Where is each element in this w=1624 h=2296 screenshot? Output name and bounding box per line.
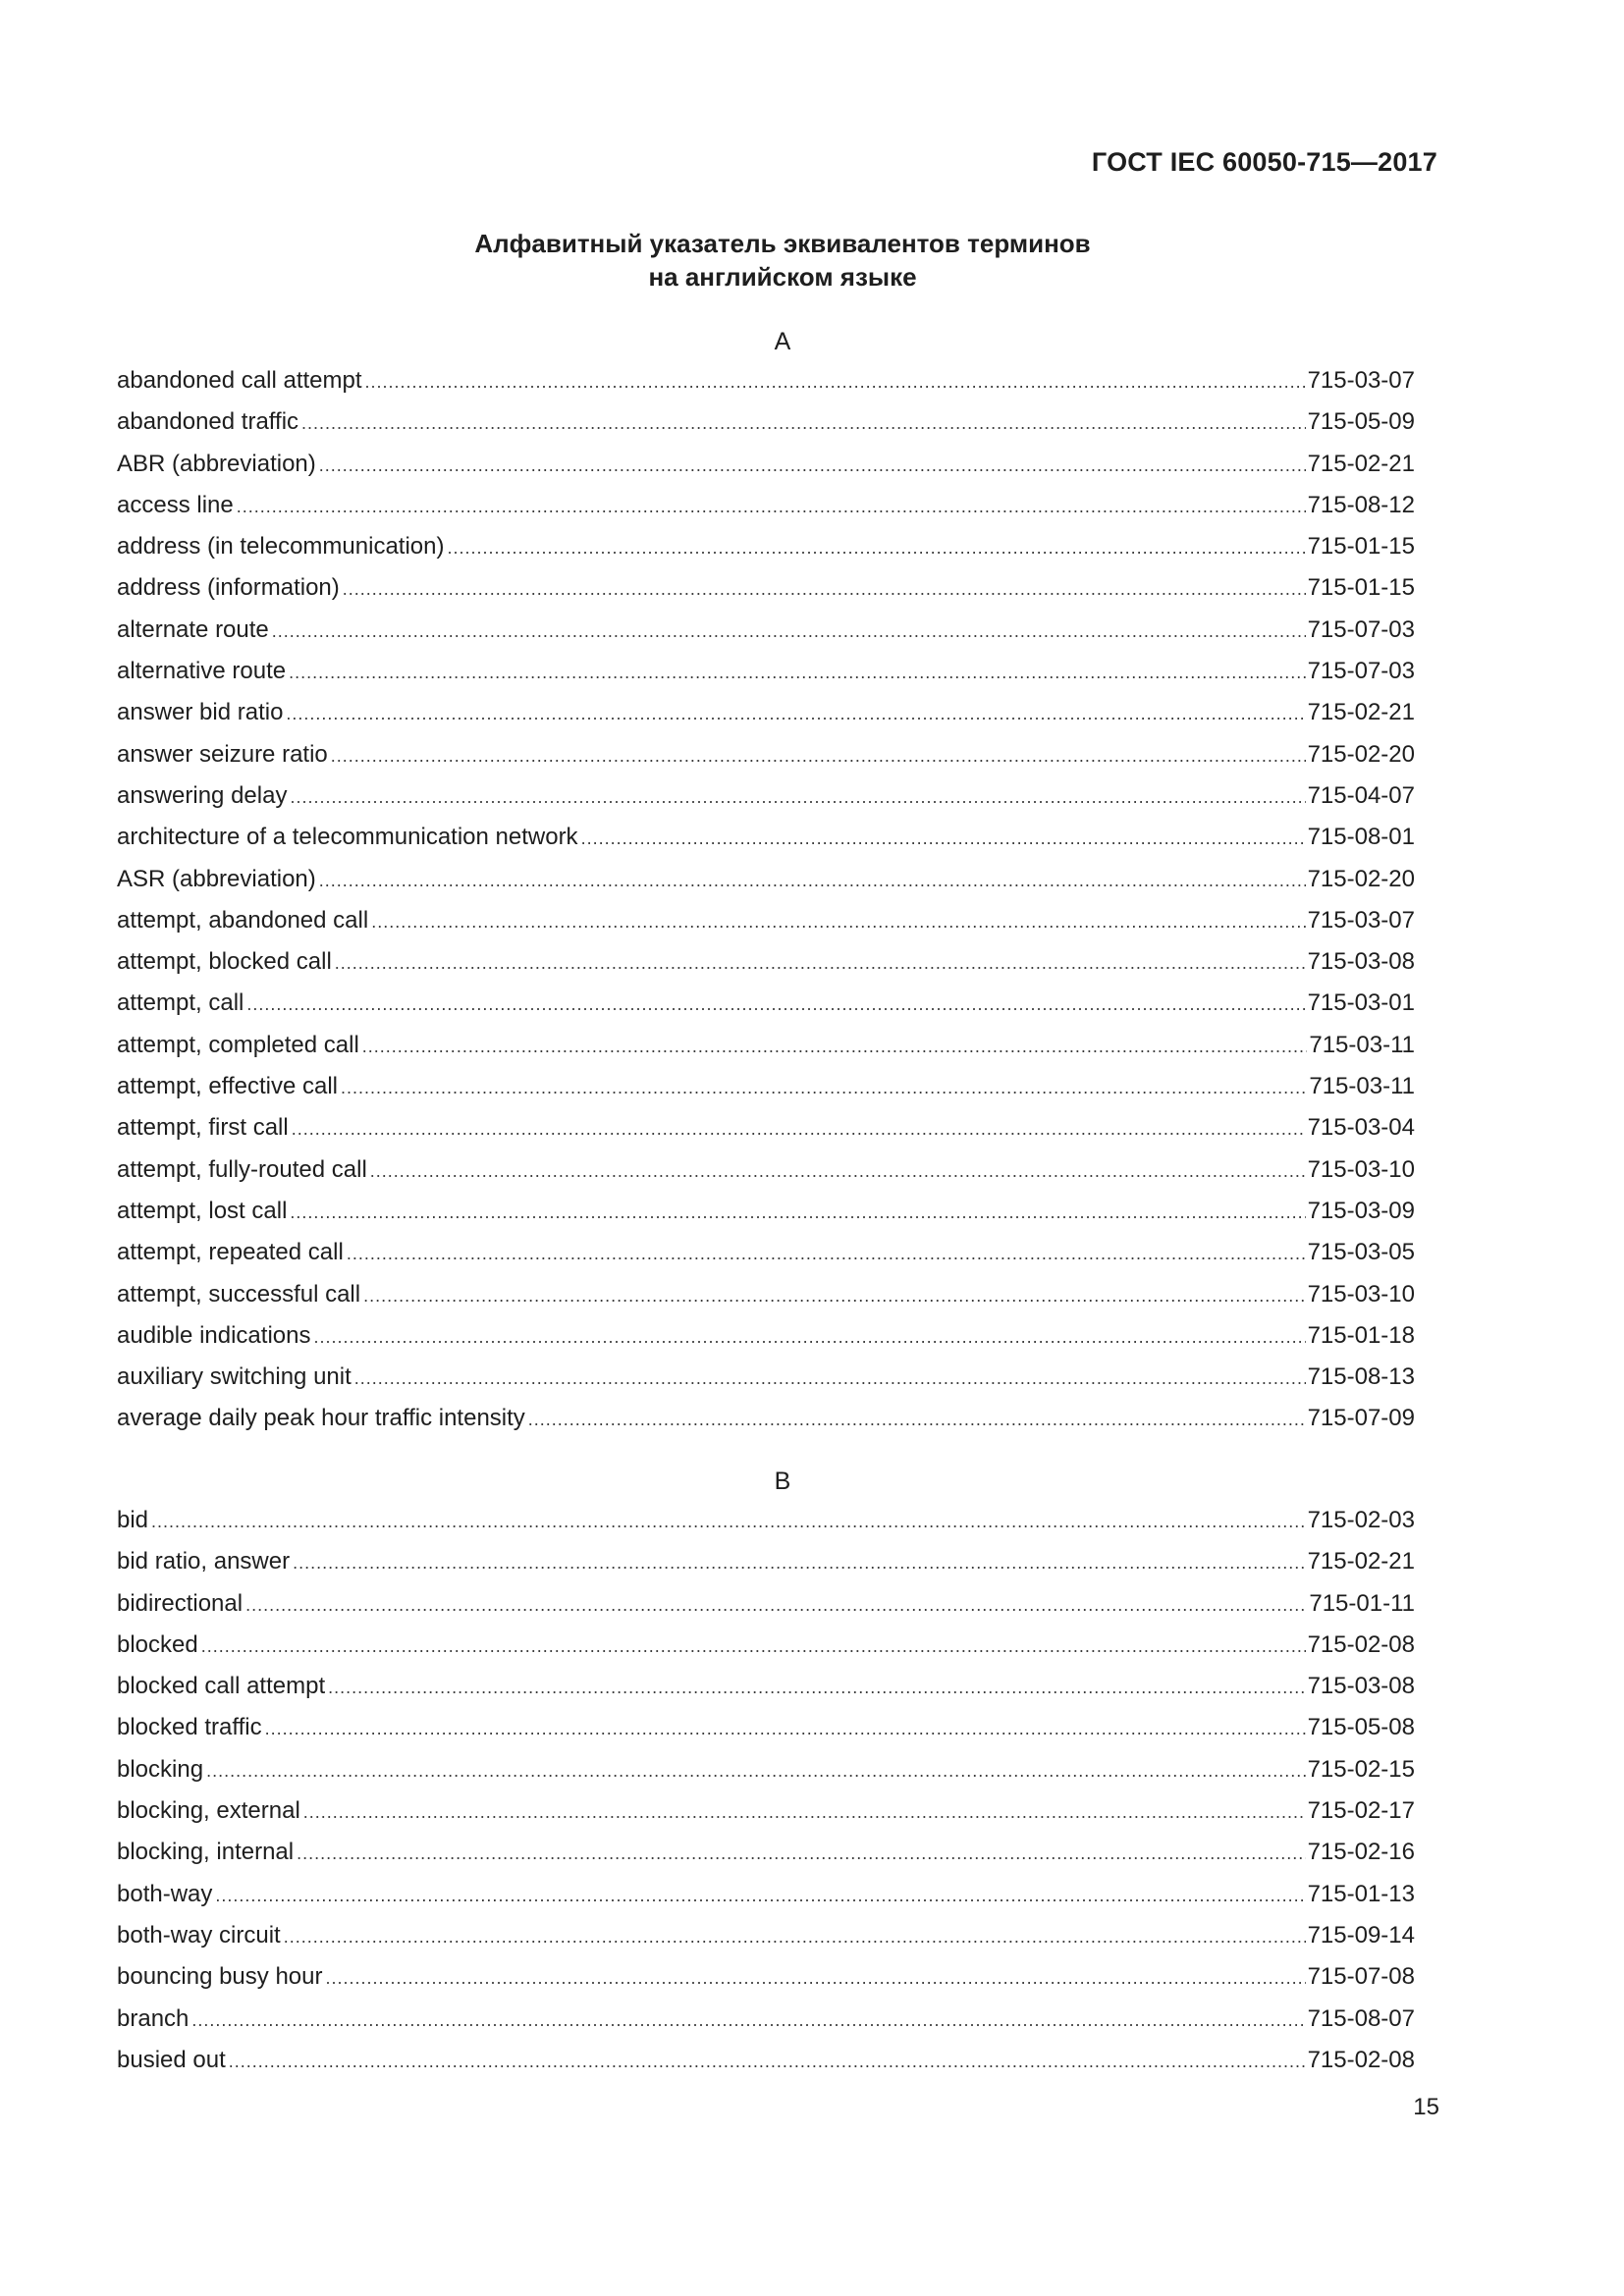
dot-leader [286, 699, 1305, 728]
index-term: architecture of a telecommunication network [117, 824, 578, 851]
section-letter-a: A [774, 328, 791, 355]
dot-leader [370, 1156, 1306, 1186]
index-entry [117, 1404, 1415, 1445]
index-entry [117, 1113, 1415, 1154]
index-entry [117, 906, 1415, 947]
index-term: average daily peak hour traffic intensity [117, 1405, 525, 1432]
dot-leader [265, 1714, 1306, 1743]
index-entry [117, 1589, 1415, 1630]
dot-leader [201, 1631, 1306, 1661]
term-code: 715-03-11 [1309, 1031, 1415, 1058]
term-code: 715-05-09 [1307, 408, 1415, 436]
index-term: attempt, first call [117, 1114, 289, 1142]
index-term: audible indications [117, 1321, 311, 1349]
dot-leader [191, 2005, 1305, 2035]
index-entry [117, 1921, 1415, 1962]
index-term: bouncing busy hour [117, 1963, 323, 1991]
index-entry [117, 1321, 1415, 1362]
term-code: 715-02-17 [1307, 1797, 1415, 1825]
dot-leader [237, 492, 1306, 521]
term-code: 715-05-08 [1307, 1714, 1415, 1741]
index-term: attempt, lost call [117, 1197, 288, 1224]
index-entry [117, 532, 1415, 573]
index-entry [117, 657, 1415, 698]
dot-leader [328, 1673, 1305, 1702]
index-entry [117, 1031, 1415, 1072]
index-entry [117, 1547, 1415, 1588]
index-term: busied out [117, 2046, 226, 2073]
term-code: 715-07-03 [1307, 615, 1415, 643]
dot-leader [581, 824, 1306, 853]
index-entry [117, 450, 1415, 491]
title-line-1: Алфавитный указатель эквивалентов терминов [474, 229, 1091, 258]
dot-leader [245, 1590, 1307, 1620]
index-entry [117, 698, 1415, 739]
dot-leader [206, 1756, 1306, 1786]
term-code: 715-03-09 [1307, 1197, 1415, 1224]
index-entry [117, 1880, 1415, 1921]
index-term: address (in telecommunication) [117, 533, 445, 561]
index-term: blocked call attempt [117, 1673, 326, 1700]
title-line-2: на английском языке [648, 262, 917, 292]
index-entry [117, 2004, 1415, 2046]
index-entry [117, 615, 1415, 657]
term-code: 715-01-13 [1307, 1880, 1415, 1907]
index-entry [117, 1072, 1415, 1113]
term-code: 715-03-10 [1307, 1155, 1415, 1183]
dot-leader [528, 1405, 1306, 1434]
term-code: 715-08-12 [1307, 491, 1415, 518]
index-entry [117, 1238, 1415, 1279]
term-code: 715-03-01 [1307, 989, 1415, 1017]
dot-leader [292, 1114, 1306, 1144]
term-code: 715-03-10 [1307, 1280, 1415, 1308]
term-code: 715-02-16 [1307, 1839, 1415, 1866]
dot-leader [215, 1881, 1305, 1910]
index-entry [117, 407, 1415, 449]
dot-leader [290, 1198, 1305, 1227]
index-term: ASR (abbreviation) [117, 865, 316, 892]
index-entry [117, 740, 1415, 781]
term-code: 715-03-07 [1307, 367, 1415, 394]
dot-leader [341, 1073, 1307, 1102]
index-entry [117, 1506, 1415, 1547]
index-term: attempt, abandoned call [117, 906, 369, 934]
term-code: 715-09-14 [1307, 1921, 1415, 1949]
term-code: 715-01-11 [1309, 1589, 1415, 1617]
dot-leader [335, 948, 1306, 978]
term-code: 715-02-21 [1307, 450, 1415, 477]
index-title [0, 227, 1565, 294]
term-code: 715-07-03 [1307, 658, 1415, 685]
term-code: 715-02-03 [1307, 1507, 1415, 1533]
page-number: 15 [1413, 2094, 1439, 2120]
index-term: abandoned call attempt [117, 367, 362, 394]
dot-leader [151, 1507, 1306, 1536]
index-entry [117, 823, 1415, 864]
index-term: attempt, repeated call [117, 1239, 344, 1266]
index-entry [117, 781, 1415, 823]
term-code: 715-03-07 [1307, 906, 1415, 934]
dot-leader [319, 866, 1306, 895]
index-entry [117, 988, 1415, 1030]
dot-leader [313, 1322, 1305, 1352]
index-term: blocking, internal [117, 1839, 295, 1866]
index-term: alternative route [117, 658, 287, 685]
index-term: blocked traffic [117, 1714, 262, 1741]
index-entry [117, 1962, 1415, 2003]
index-entry [117, 1280, 1415, 1321]
index-entry [117, 1672, 1415, 1713]
dot-leader [319, 451, 1306, 480]
term-code: 715-02-15 [1307, 1755, 1415, 1783]
index-list-a [117, 366, 1415, 1446]
index-term: bid ratio, answer [117, 1548, 291, 1575]
index-term: attempt, blocked call [117, 948, 332, 976]
index-term: attempt, successful call [117, 1280, 361, 1308]
index-entry [117, 1197, 1415, 1238]
term-code: 715-02-08 [1307, 1630, 1415, 1658]
index-term: alternate route [117, 615, 269, 643]
index-entry [117, 491, 1415, 532]
term-code: 715-08-07 [1307, 2004, 1415, 2032]
term-code: 715-01-18 [1307, 1321, 1415, 1349]
index-term: answer seizure ratio [117, 740, 328, 768]
term-code: 715-03-11 [1309, 1073, 1415, 1100]
term-code: 715-01-15 [1307, 574, 1415, 602]
index-term: branch [117, 2004, 189, 2032]
dot-leader [371, 907, 1305, 936]
index-entry [117, 1713, 1415, 1754]
term-code: 715-03-08 [1307, 1673, 1415, 1700]
index-term: answering delay [117, 781, 288, 809]
index-entry [117, 1796, 1415, 1838]
dot-leader [354, 1363, 1306, 1393]
term-code: 715-03-08 [1307, 948, 1415, 976]
term-code: 715-07-08 [1307, 1963, 1415, 1991]
index-term: attempt, effective call [117, 1073, 338, 1100]
term-code: 715-02-21 [1307, 699, 1415, 726]
section-letter-b: B [774, 1468, 791, 1495]
index-term: both-way [117, 1880, 213, 1907]
index-term: blocking, external [117, 1797, 300, 1825]
index-term: bid [117, 1507, 149, 1533]
index-list-b [117, 1506, 1415, 2087]
dot-leader [290, 782, 1305, 812]
term-code: 715-08-13 [1307, 1363, 1415, 1391]
index-term: both-way circuit [117, 1921, 281, 1949]
dot-leader [246, 989, 1305, 1019]
index-entry [117, 947, 1415, 988]
dot-leader [331, 741, 1306, 771]
index-term: address (information) [117, 574, 340, 602]
term-code: 715-08-01 [1307, 824, 1415, 851]
term-code: 715-03-04 [1307, 1114, 1415, 1142]
index-entry [117, 1155, 1415, 1197]
dot-leader [303, 1797, 1306, 1827]
index-term: attempt, call [117, 989, 244, 1017]
dot-leader [365, 367, 1306, 397]
index-term: blocking [117, 1755, 204, 1783]
dot-leader [363, 1281, 1305, 1310]
dot-leader [272, 616, 1306, 646]
index-term: blocked [117, 1630, 198, 1658]
dot-leader [284, 1922, 1306, 1951]
index-term: ABR (abbreviation) [117, 450, 316, 477]
index-term: abandoned traffic [117, 408, 299, 436]
index-entry [117, 1838, 1415, 1879]
index-term: bidirectional [117, 1589, 244, 1617]
dot-leader [362, 1032, 1308, 1061]
index-entry [117, 366, 1415, 407]
index-term: auxiliary switching unit [117, 1363, 352, 1391]
dot-leader [297, 1839, 1305, 1868]
term-code: 715-02-08 [1307, 2046, 1415, 2073]
dot-leader [293, 1548, 1305, 1577]
term-code: 715-02-20 [1307, 740, 1415, 768]
dot-leader [343, 574, 1306, 604]
dot-leader [289, 658, 1305, 687]
index-entry [117, 865, 1415, 906]
index-term: access line [117, 491, 234, 518]
term-code: 715-02-20 [1307, 865, 1415, 892]
dot-leader [229, 2047, 1306, 2076]
term-code: 715-02-21 [1307, 1548, 1415, 1575]
index-term: attempt, fully-routed call [117, 1155, 367, 1183]
dot-leader [347, 1239, 1306, 1268]
index-term: attempt, completed call [117, 1031, 359, 1058]
index-entry [117, 1630, 1415, 1672]
dot-leader [447, 533, 1305, 562]
index-entry [117, 1755, 1415, 1796]
index-entry [117, 573, 1415, 614]
term-code: 715-01-15 [1307, 533, 1415, 561]
index-entry [117, 2046, 1415, 2087]
dot-leader [301, 408, 1306, 438]
index-entry [117, 1362, 1415, 1404]
index-term: answer bid ratio [117, 699, 284, 726]
document-code: ГОСТ IEC 60050-715—2017 [1091, 147, 1437, 177]
dot-leader [325, 1963, 1305, 1993]
term-code: 715-07-09 [1307, 1405, 1415, 1432]
term-code: 715-04-07 [1307, 781, 1415, 809]
term-code: 715-03-05 [1307, 1239, 1415, 1266]
